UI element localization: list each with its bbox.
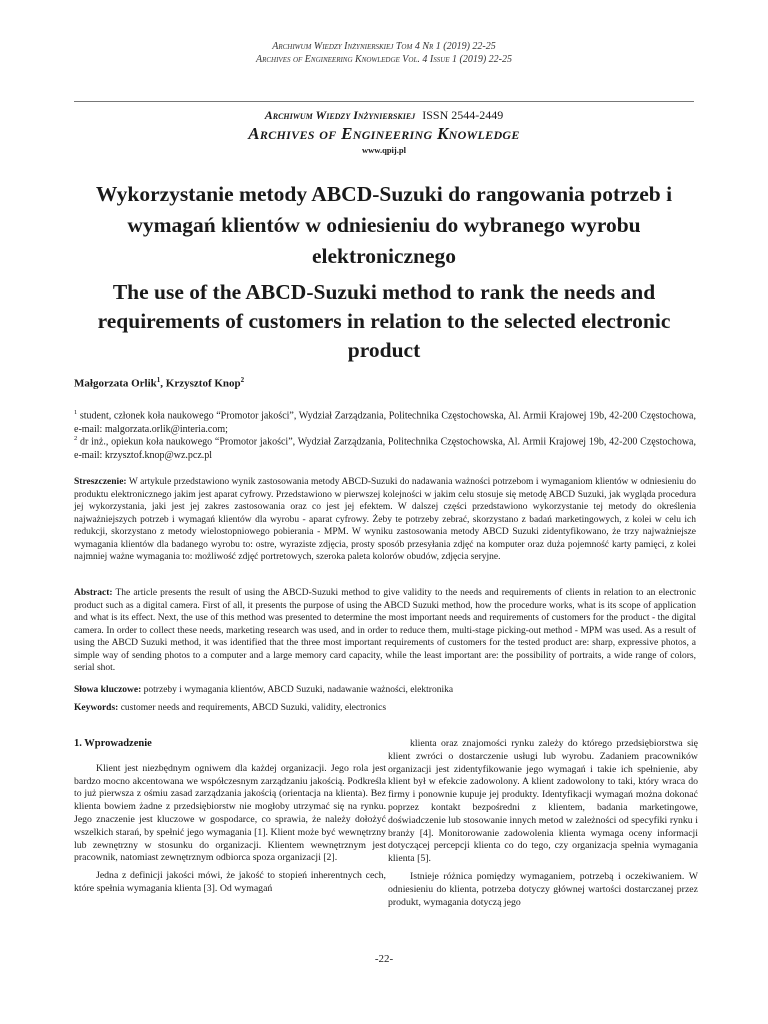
running-header-pl: Archiwum Wiedzy Inżynierskiej Tom 4 Nr 1 (2019) 22-25: [272, 41, 496, 52]
body-paragraph: Klient jest niezbędnym ogniwem dla każdej organizacji. Jego rola jest bardzo mocno akcentowana we współczesnym zarządzaniu jakością. Podkreśla to już pierwsza z ośmiu zasad zarządzania jakością (orientacja na klienta). Bez klienta bowiem żadne z przedsiębiorstw nie mogłoby utrzymać się na rynku. Jego znaczenie jest kluczowe w gospodarce, co sprawia, że należy dołożyć wszelkich starań, by spełnić jego wymagania [1]. Klient może być wewnętrzny lub zewnętrzny w stosunku do organizacji. Klientem wewnętrznym jest pracownik, natomiast zewnętrznym odbiorca spoza organizacji [2].: [74, 762, 386, 864]
author-separator: ,: [160, 377, 166, 390]
abstract-en: [74, 587, 696, 675]
article-title-pl: Wykorzystanie metody ABCD-Suzuki do rangowania potrzeb i wymagań klientów w odniesieniu do wybranego wyrobu elektronicznego: [95, 182, 673, 268]
journal-name-en: Archives of Engineering Knowledge: [248, 124, 520, 143]
keywords-en: [74, 702, 696, 715]
article-title-en: The use of the ABCD-Suzuki method to rank the needs and requirements of customers in relation to the selected electronic product: [97, 280, 671, 362]
abstract-pl: [74, 476, 696, 564]
keywords-pl-text: potrzeby i wymagania klientów, ABCD Suzuki, nadawanie ważności, elektronika: [143, 685, 454, 695]
abstract-en-text: The article presents the result of using the ABCD-Suzuki method to give validity to the needs and requirements of clients in relation to an electronic product such as a digital camera. First of all, it presents the purpose of using the ABCD Suzuki method, how the procedure works, what is its scope of application and what is its effect. Next, the use of this method was presented to determine the most important needs and requirements of customers for the product - the digital camera. In order to collect these needs, marketing research was used, and in order to reduce them, multi-stage picking-out method - MPM was used. As a result of using the ABCD Suzuki method, it was identified that the three most important requirements of customers for the tested product are: sharp, expressive photos, a simple way of sending photos to a computer and a large memory card capacity, while the least important are: the possibility of portraits, a wide range of colors, serial shot.: [74, 588, 696, 673]
keywords-pl: [74, 684, 696, 697]
author-affiliation-mark: 2: [240, 376, 245, 384]
journal-website: www.qpij.pl: [362, 145, 406, 155]
keywords-en-label: Keywords:: [74, 703, 119, 713]
abstract-pl-text: W artykule przedstawiono wynik zastosowania metody ABCD-Suzuki do nadawania ważności potrzebom i wymaganiom klientów w odniesieniu do produktu elektronicznego jakim jest aparat cyfrowy. Przedstawiono w pierwszej kolejności w jakim celu stosuje się metodę ABCD Suzuki, jak wygląda procedura jej wykorzystania, jaki jest jej zakres zastosowania oraz co jest jej efektem. W dalszej części przedstawiono wykorzystanie tej metody do określenia najważniejszych potrzeb i wymagań klientów dla wyrobu - aparat cyfrowy. Żeby te potrzeby zebrać, skorzystano z badań marketingowych, z kolei w celu ich redukcji, skorzystano z metody wielostopniowego pobierania - MPM. W wyniku zastosowania metody ABCD Suzuki zidentyfikowano, że trzy najważniejsze wymagania klientów dla badanego wyrobu to: ostre, wyraziste zdjęcia, prosty sposób przesyłania zdjęć na komputer oraz duża pojemność karty pamięci, z kolei najmniej ważne wymagania to: możliwość zdjęć portretowych, szeroka paleta kolorów obudów, zdjęcia seryjne.: [74, 477, 696, 562]
journal-name-pl: Archiwum Wiedzy Inżynierskiej: [264, 108, 416, 122]
author-affiliation-mark: 1: [156, 376, 161, 384]
affiliation-mark: 2: [74, 435, 78, 442]
abstract-en-label: Abstract:: [74, 588, 113, 598]
body-column-right: [388, 738, 698, 914]
affiliation-text: dr inż., opiekun koła naukowego “Promotor jakości”, Wydział Zarządzania, Politechnika Częstochowska, Al. Armii Krajowej 19b, 42-200 Częstochowa, e-mail: krzysztof.knop@wz.pcz.pl: [74, 436, 696, 462]
running-header-en: Archives of Engineering Knowledge Vol. 4 Issue 1 (2019) 22-25: [255, 54, 513, 65]
author-name: Małgorzata Orlik: [74, 377, 157, 390]
keywords-pl-label: Słowa kluczowe:: [74, 685, 142, 695]
header-divider: [74, 101, 694, 102]
body-column-left: [74, 738, 386, 901]
body-paragraph: Jedna z definicji jakości mówi, że jakość to stopień inherentnych cech, które spełnia wymagania klienta [3]. Od wymagań: [74, 870, 386, 894]
abstract-pl-label: Streszczenie:: [74, 477, 127, 487]
affiliation-2: [74, 432, 696, 463]
affiliation-text: student, członek koła naukowego “Promotor jakości”, Wydział Zarządzania, Politechnika Częstochowska, Al. Armii Krajowej 19b, 42-200 Częstochowa, e-mail: malgorzata.orlik@interia.com;: [74, 410, 696, 436]
journal-masthead: [0, 108, 768, 123]
page-number: -22-: [374, 953, 394, 965]
author-list: [74, 376, 244, 390]
keywords-en-text: customer needs and requirements, ABCD Suzuki, validity, electronics: [120, 703, 387, 713]
section-heading: 1. Wprowadzenie: [74, 738, 152, 749]
affiliation-mark: 1: [74, 409, 78, 416]
body-paragraph: klienta oraz znajomości rynku zależy do którego przedsiębiorstwa się klient zwróci o dostarczenie usługi lub wyrobu. Zadaniem pracowników organizacji jest zidentyfikowanie jego wymagań i takie ich spełnienie, aby klient był w efekcie zadowolony. A klient zadowolony to taki, który wraca do firmy i ponownie kupuje jej produkty. Identyfikacji wymagań można dokonać poprzez kontakt bezpośredni z klientem, badania marketingowe, doświadczenie lub stosowanie innych metod w zależności od specyfiki rynku i branży [4]. Monitorowanie zadowolenia klienta wymaga oceny informacji dotyczącej percepcji klienta co do tego, czy organizacja spełnia wymagania klienta [5].: [388, 738, 698, 865]
journal-issn: ISSN 2544-2449: [422, 108, 504, 122]
body-paragraph: Istnieje różnica pomiędzy wymaganiem, potrzebą i oczekiwaniem. W odniesieniu do klienta, potrzeba dotyczy głównej wartości dostarczanej przez produkt, wymagania dotyczą jego: [388, 870, 698, 908]
author-name: Krzysztof Knop: [165, 377, 241, 390]
